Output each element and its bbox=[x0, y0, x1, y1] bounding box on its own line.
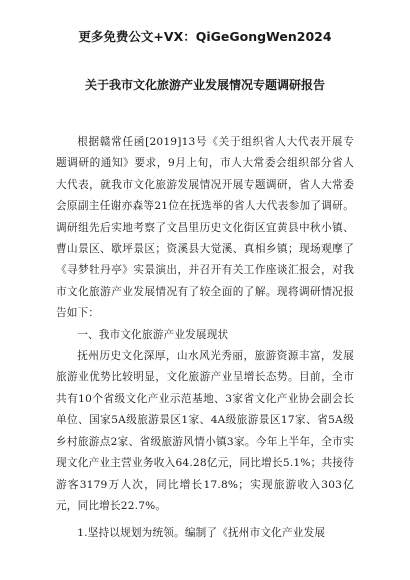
intro-paragraph: 根据赣常任函[2019]13号《关于组织省人大代表开展专题调研的通知》要求，9月上旬，市人大常委会组织部分省人大代表，就我市文化旅游发展情况开展专题调研，省人大常委会原副主任谢亦森等21位在抚选举的省人大代表参加了调研。调研组先后实地考察了文昌里历史文化街区宜黄县中秋小镇、曹山景区、歇坪景区；资溪县大觉溪、真相乡镇；现场观摩了《寻梦牡丹亭》实景演出，并召开有关工作座谈汇报会，对我市文化旅游产业发展情况有了较全面的了解。现将调研情况报告如下： bbox=[56, 136, 354, 320]
section-heading: 一、我市文化旅游产业发展现状 bbox=[77, 328, 229, 341]
planning-paragraph: 1.坚持以规划为统领。编制了《抚州市文化产业发展 bbox=[77, 527, 326, 540]
watermark-header: 更多免费公文+VX：QiGeGongWen2024 bbox=[78, 29, 332, 44]
document-title: 关于我市文化旅游产业发展情况专题调研报告 bbox=[84, 78, 325, 92]
status-paragraph: 抚州历史文化深厚，山水风光秀丽，旅游资源丰富，发展旅游业优势比较明显，文化旅游产业呈增长态势。目前，全市共有10个省级文化产业示范基地、3家省文化产业协会副会长单位、国家5A级旅游景区1家、4A级旅游景区17家、省5A级乡村旅游点2家、省级旅游风情小镇3家。今年上半年，全市实现文化产业主营业务收入64.28亿元，同比增长5.1%；共接待游客3179万人次，同比增长17.8%；实现旅游收入303亿元，同比增长22.7%。 bbox=[56, 350, 354, 512]
